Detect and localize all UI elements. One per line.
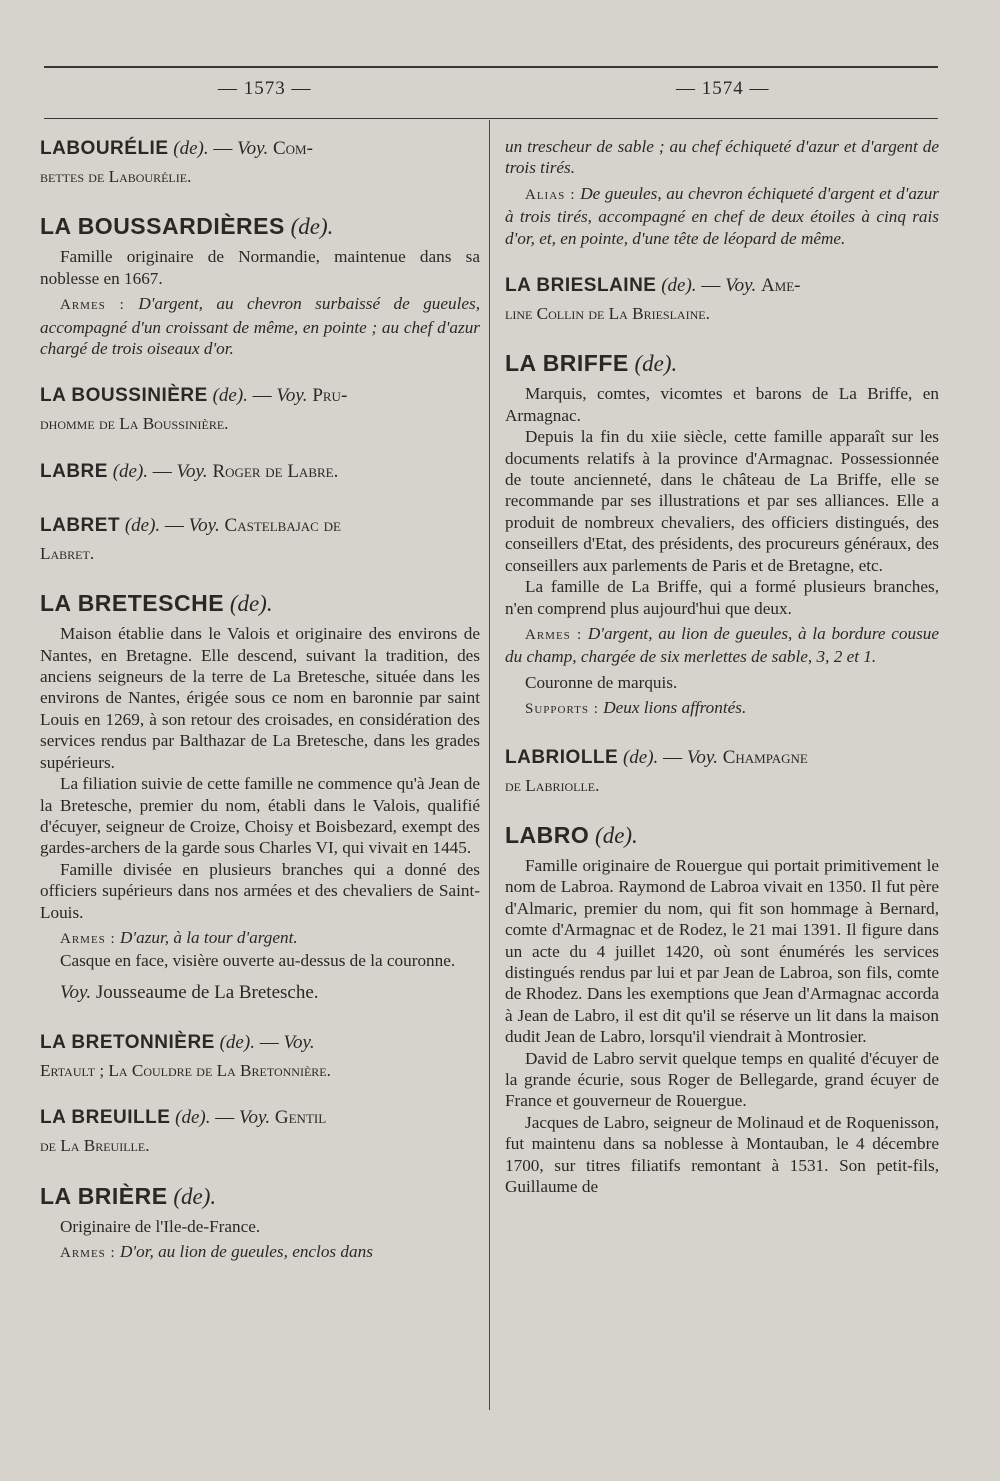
particle: (de). [124, 514, 161, 536]
continued-text: un trescheur de sable ; au chef échiqueté d'azur et d'argent de trois tirés. [505, 137, 939, 178]
headword-line [505, 745, 939, 771]
paragraph: Depuis la fin du xiie siècle, cette famille apparaît sur les documents relatifs à la province d'Armagnac. Possessionnée de toute ancienneté, dans le château de La Briffe, elle se recommande par ses illustrations et par ses alliances. Elle a produit de nombreux chevaliers, des officiers distingués, des conseillers d'Etat, des présidents, des procureurs généraux, des conseillers aux parlements de Paris et de Bretagne, etc. [505, 427, 939, 575]
entry-la-breuille [40, 1105, 480, 1156]
armes-text: D'or, au lion de gueules, enclos dans [120, 1241, 373, 1261]
particle: (de). [212, 385, 248, 407]
paragraph: Marquis, comtes, vicomtes et barons de La Briffe, en Armagnac. [505, 384, 939, 425]
paragraph: Originaire de l'Ile-de-France. [60, 1216, 261, 1236]
page-number-right: — 1574 — [676, 78, 770, 99]
voy: Voy. [725, 275, 757, 297]
cross-ref: Roger de Labre. [212, 460, 339, 482]
alias-label: Alias : [525, 186, 576, 203]
particle: (de). [173, 1183, 217, 1209]
entry-labriolle [505, 745, 939, 796]
particle: (de). [175, 1107, 211, 1129]
headword: LABRIOLLE [505, 746, 619, 768]
column-divider [489, 120, 490, 1410]
dash: — [259, 1031, 279, 1053]
entry-labret [40, 513, 480, 564]
entry-labro [505, 820, 939, 1198]
cross-ref: Gentil [274, 1107, 327, 1129]
headword-line [505, 348, 939, 379]
right-column [505, 136, 939, 1197]
paragraph: Famille originaire de Rouergue qui portait primitivement le nom de Labroa. Raymond de Labroa vivait en 1350. Il fut père d'Almaric, premier du nom, qui fit son hommage à Bernard, comte d'Armagnac et de Rodez, le 21 mai 1391. Il figure dans un acte du 4 juillet 1420, où sont énumérés les services distingués rendus par lui et par Jean de Labroa, son fils, comte de Rhodez. Dans les exemptions que Jean d'Armagnac accorda à Jean de Labro, il est dit qu'il se réserve un lit dans la maison dudit Jean de Labro, lorsqu'il viendrait à Montrosier. [505, 855, 939, 1047]
headword: LABRO [505, 821, 590, 848]
cross-ref: Castelbajac de [224, 514, 341, 536]
headword-line [40, 1030, 480, 1056]
cross-ref: Ame- [760, 275, 801, 297]
dash: — [152, 460, 172, 482]
paragraph: Famille divisée en plusieurs branches qui a donné des officiers supérieurs dans nos armées et des chevaliers de Saint-Louis. [40, 859, 480, 922]
alias [505, 183, 939, 249]
particle: (de). [229, 591, 273, 617]
cross-ref-cont: Ertault ; La Couldre de La Bretonnière. [40, 1060, 331, 1080]
particle: (de). [112, 460, 149, 482]
dash: — [213, 138, 233, 159]
particle: (de). [622, 746, 659, 768]
headword-line [40, 1181, 480, 1212]
paragraph: David de Labro servit quelque temps en qualité d'écuyer de la grande écurie, sous Roger de Bellegarde, grand écuyer de France et gouverneur de Rouergue. [505, 1048, 939, 1111]
entry-la-bretonniere [40, 1030, 480, 1081]
headword: LA BREUILLE [40, 1107, 171, 1129]
supports [505, 697, 939, 720]
headword-line [40, 459, 480, 485]
particle: (de). [661, 275, 697, 297]
headword: LABRET [40, 514, 121, 536]
headword-line [40, 588, 480, 619]
voy: Voy. [283, 1031, 315, 1053]
armes-label: Armes : [60, 1244, 116, 1261]
supports-label: Supports : [525, 701, 599, 718]
headword: LA BRETESCHE [40, 590, 225, 617]
voy: Voy. [237, 138, 269, 159]
headword-line [505, 273, 939, 299]
armes-label: Armes : [60, 930, 116, 947]
particle: (de). [634, 351, 678, 377]
entry-labourelie [40, 136, 480, 187]
page-number-left: — 1573 — [218, 78, 312, 99]
headword-line [40, 211, 480, 242]
dash: — [701, 275, 721, 297]
cross-ref-cont: bettes de Labourélie. [40, 167, 192, 186]
headword: LA BOUSSINIÈRE [40, 385, 208, 407]
headword: LA BRIESLAINE [505, 275, 657, 297]
see-also [40, 980, 480, 1006]
entry-la-brieslaine [505, 273, 939, 324]
voy: Voy. [239, 1107, 271, 1129]
armes-label: Armes : [60, 297, 125, 314]
voy: Voy. [276, 385, 308, 407]
dash: — [215, 1107, 235, 1129]
entry-la-briere [40, 1181, 480, 1265]
entry-la-bretesche [40, 588, 480, 1006]
armes [505, 623, 939, 668]
headword-line [40, 513, 480, 539]
left-column [40, 136, 480, 1264]
dash: — [252, 385, 272, 407]
entry-labre [40, 459, 480, 485]
headword: LA BRIFFE [505, 350, 629, 377]
top-rule [44, 66, 938, 68]
headword-line [505, 820, 939, 851]
paragraph: Maison établie dans le Valois et originaire des environs de Nantes, en Bretagne. Elle descend, suivant la tradition, des anciens seigneurs de la terre de La Bretesche, située dans les environs de Nantes, érigée sous ce nom en baronnie par saint Louis en 1269, à son retour des croisades, en considération des services rendus par Balthazar de La Bretesche, dans les grades supérieurs. [40, 624, 480, 772]
armes-text: D'argent, au lion de gueules, à la bordure cousue du champ, chargée de six merlettes de sable, 3, 2 et 1. [505, 623, 939, 667]
cross-ref: Jousseaume de La Bretesche. [95, 981, 319, 1003]
headword-line [40, 136, 480, 162]
cross-ref-cont: de La Breuille. [40, 1136, 150, 1156]
paragraph: La famille de La Briffe, qui a formé plusieurs branches, n'en comprend plus aujourd'hui que deux. [505, 577, 939, 618]
headword: LA BRIÈRE [40, 1182, 168, 1209]
headword: LA BOUSSARDIÈRES [40, 213, 285, 240]
alias-text: De gueules, au chevron échiqueté d'argent et d'azur à trois tirés, accompagné en chef de deux étoiles à cinq rais d'or, et, en pointe, d'une tête de léopard de même. [505, 183, 939, 248]
armes-text: D'azur, à la tour d'argent. [120, 927, 298, 947]
headword: LA BRETONNIÈRE [40, 1031, 215, 1053]
paragraph: Couronne de marquis. [525, 672, 678, 692]
dash: — [663, 746, 683, 768]
particle: (de). [595, 822, 638, 848]
particle: (de). [290, 214, 334, 240]
entry-la-boussiniere [40, 383, 480, 434]
headword: LABOURÉLIE [40, 138, 169, 159]
armes [40, 293, 480, 359]
cross-ref: Champagne [722, 746, 808, 768]
paragraph: Casque en face, visière ouverte au-dessus de la couronne. [60, 951, 456, 971]
headword-line [40, 1105, 480, 1131]
cross-ref-cont: Labret. [40, 543, 95, 563]
cross-ref: Com- [272, 138, 313, 159]
voy: Voy. [60, 981, 92, 1003]
cross-ref-cont: de Labriolle. [505, 775, 600, 795]
armes-text: D'argent, au chevron surbaissé de gueules, accompagné d'un croissant de même, en pointe ; au chef d'azur chargé de trois oiseaux d'or. [40, 294, 480, 359]
headword: LABRE [40, 460, 108, 482]
entry-la-briffe [505, 348, 939, 720]
voy: Voy. [176, 460, 208, 482]
armes [40, 1241, 480, 1264]
armes-label: Armes : [525, 626, 583, 643]
headword-line [40, 383, 480, 409]
entry-la-boussardieres [40, 211, 480, 359]
paragraph: Famille originaire de Normandie, maintenue dans sa noblesse en 1667. [40, 247, 480, 288]
paragraph: Jacques de Labro, seigneur de Molinaud et de Roquenisson, fut maintenu dans sa noblesse à Montauban, le 4 décembre 1700, sur titres filiatifs remontant à 1531. Son petit-fils, Guillaume de [505, 1112, 939, 1197]
voy: Voy. [188, 514, 220, 536]
header-rule [44, 118, 938, 119]
dash: — [164, 514, 184, 536]
supports-text: Deux lions affrontés. [603, 698, 747, 718]
cross-ref-cont: dhomme de La Boussinière. [40, 414, 229, 434]
particle: (de). [173, 138, 209, 159]
voy: Voy. [686, 746, 718, 768]
cross-ref-cont: line Collin de La Brieslaine. [505, 304, 710, 324]
particle: (de). [219, 1031, 255, 1053]
paragraph: La filiation suivie de cette famille ne commence qu'à Jean de la Bretesche, premier du nom, établi dans le Valois, qualifié d'écuyer, seigneur de Croize, Choisy et Boisbezard, exempt des gardes-archers de la garde sous Charles VI, qui vivait en 1445. [40, 774, 480, 858]
armes [40, 927, 480, 950]
cross-ref: Pru- [312, 385, 348, 407]
